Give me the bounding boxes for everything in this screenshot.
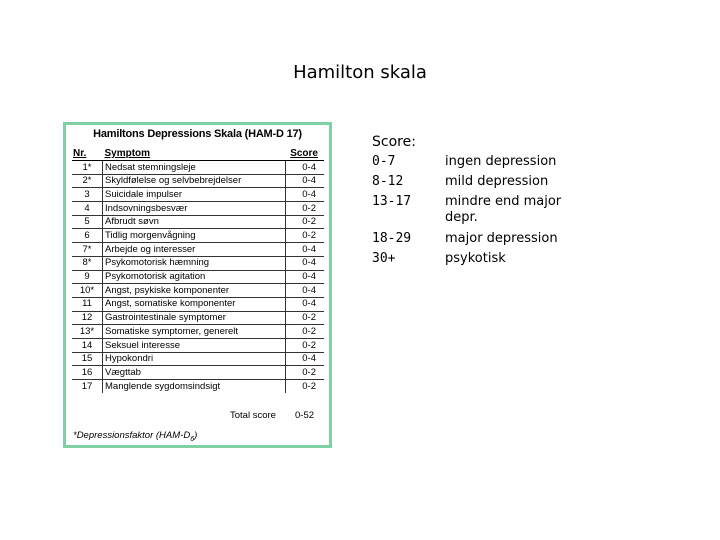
row-nr: 15 xyxy=(72,352,103,366)
score-range: 13-17 xyxy=(372,194,412,209)
row-symptom: Somatiske symptomer, generelt xyxy=(103,325,286,339)
score-range: 0-7 xyxy=(372,154,396,169)
score-heading: Score: xyxy=(372,134,416,150)
row-symptom: Angst, somatiske komponenter xyxy=(103,297,286,311)
row-symptom: Manglende sygdomsindsigt xyxy=(103,380,286,393)
score-description: psykotisk xyxy=(445,251,506,266)
table-row xyxy=(72,366,324,380)
row-score: 0-4 xyxy=(286,270,325,284)
table-row xyxy=(72,161,324,175)
row-nr: 11 xyxy=(72,297,103,311)
row-score: 0-2 xyxy=(286,338,325,352)
table-row xyxy=(72,325,324,339)
row-score: 0-2 xyxy=(286,229,325,243)
symptom-table xyxy=(72,148,324,393)
row-score: 0-4 xyxy=(286,174,325,188)
total-score-label: Total score xyxy=(230,410,276,421)
row-score: 0-4 xyxy=(286,297,325,311)
row-symptom: Gastrointestinale symptomer xyxy=(103,311,286,325)
row-nr: 1* xyxy=(72,161,103,175)
row-nr: 5 xyxy=(72,215,103,229)
total-score-value: 0-52 xyxy=(295,410,315,421)
column-header-symptom: Symptom xyxy=(103,148,286,161)
score-description: ingen depression xyxy=(445,154,557,169)
row-nr: 4 xyxy=(72,202,103,216)
slide-title: Hamilton skala xyxy=(293,62,427,83)
footnote xyxy=(73,430,197,443)
table-row xyxy=(72,338,324,352)
row-score: 0-4 xyxy=(286,352,325,366)
row-nr: 17 xyxy=(72,380,103,393)
score-description: major depression xyxy=(445,231,558,246)
table-row xyxy=(72,188,324,202)
row-score: 0-4 xyxy=(286,161,325,175)
row-symptom: Skyldfølelse og selvbebrejdelser xyxy=(103,174,286,188)
row-nr: 13* xyxy=(72,325,103,339)
table-row xyxy=(72,380,324,393)
table-row xyxy=(72,243,324,257)
score-range: 18-29 xyxy=(372,231,412,246)
row-score: 0-4 xyxy=(286,188,325,202)
hamilton-table-image xyxy=(63,122,332,448)
row-nr: 12 xyxy=(72,311,103,325)
table-row xyxy=(72,270,324,284)
row-nr: 8* xyxy=(72,256,103,270)
row-symptom: Vægttab xyxy=(103,366,286,380)
row-symptom: Psykomotorisk agitation xyxy=(103,270,286,284)
row-score: 0-2 xyxy=(286,202,325,216)
table-row xyxy=(72,215,324,229)
row-nr: 10* xyxy=(72,284,103,298)
row-score: 0-2 xyxy=(286,215,325,229)
table-row xyxy=(72,284,324,298)
row-symptom: Suicidale impulser xyxy=(103,188,286,202)
row-symptom: Hypokondri xyxy=(103,352,286,366)
row-symptom: Seksuel interesse xyxy=(103,338,286,352)
table-row xyxy=(72,256,324,270)
row-nr: 9 xyxy=(72,270,103,284)
table-header-row xyxy=(72,148,324,161)
row-nr: 2* xyxy=(72,174,103,188)
row-symptom: Psykomotorisk hæmning xyxy=(103,256,286,270)
row-score: 0-2 xyxy=(286,325,325,339)
row-nr: 7* xyxy=(72,243,103,257)
table-row xyxy=(72,297,324,311)
table-row xyxy=(72,174,324,188)
row-symptom: Nedsat stemningsleje xyxy=(103,161,286,175)
row-symptom: Indsovningsbesvær xyxy=(103,202,286,216)
footnote-text: *Depressionsfaktor (HAM-D xyxy=(73,430,191,441)
row-nr: 6 xyxy=(72,229,103,243)
row-nr: 3 xyxy=(72,188,103,202)
row-nr: 14 xyxy=(72,338,103,352)
table-row xyxy=(72,202,324,216)
row-symptom: Arbejde og interesser xyxy=(103,243,286,257)
column-header-score: Score xyxy=(286,148,325,161)
row-score: 0-4 xyxy=(286,256,325,270)
score-range: 8-12 xyxy=(372,174,404,189)
table-row xyxy=(72,352,324,366)
table-row xyxy=(72,311,324,325)
row-score: 0-2 xyxy=(302,380,316,392)
row-nr: 16 xyxy=(72,366,103,380)
table-row xyxy=(72,229,324,243)
row-score: 0-2 xyxy=(286,311,325,325)
footnote-subscript: 6 xyxy=(190,435,195,443)
row-score: 0-4 xyxy=(286,284,325,298)
score-description: mild depression xyxy=(445,174,549,189)
score-description: mindre end major depr. xyxy=(445,194,562,225)
score-range: 30+ xyxy=(372,251,396,266)
row-score: 0-4 xyxy=(286,243,325,257)
row-symptom: Afbrudt søvn xyxy=(103,215,286,229)
footnote-close: ) xyxy=(194,430,198,441)
table-heading: Hamiltons Depressions Skala (HAM-D 17) xyxy=(93,128,302,140)
column-header-nr: Nr. xyxy=(72,148,103,161)
row-symptom: Angst, psykiske komponenter xyxy=(103,284,286,298)
row-score: 0-2 xyxy=(286,366,325,380)
row-symptom: Tidlig morgenvågning xyxy=(103,229,286,243)
